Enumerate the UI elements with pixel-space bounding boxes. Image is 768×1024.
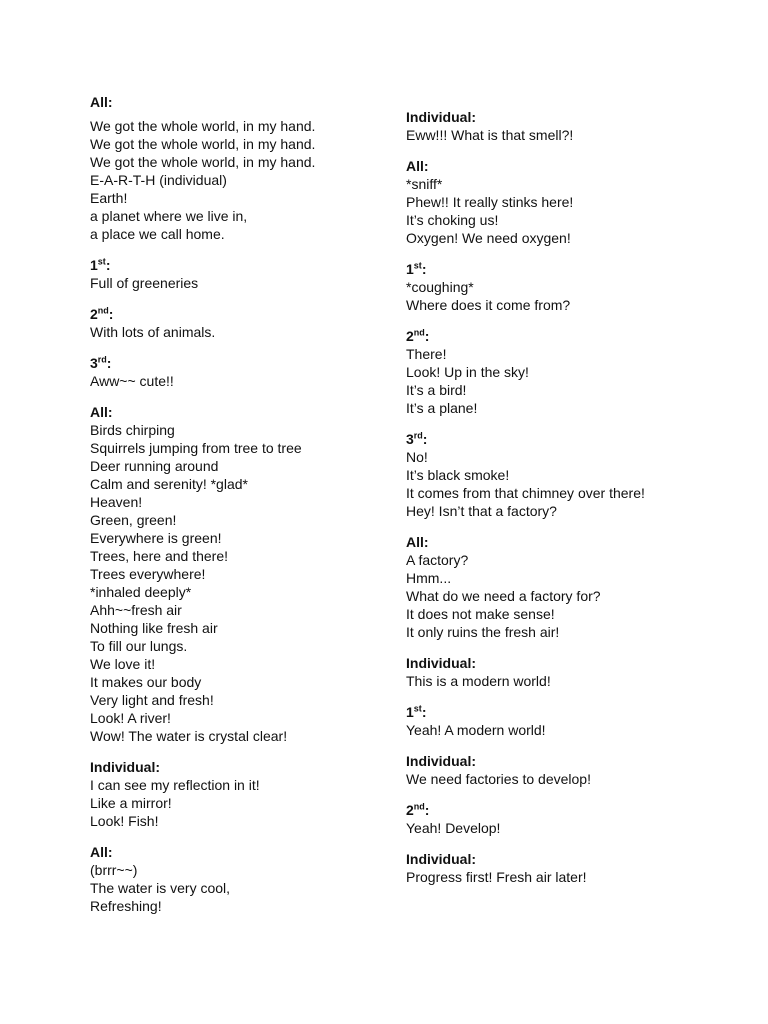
speaker-label (406, 654, 726, 672)
dialogue-block (406, 801, 726, 837)
dialogue-block (406, 850, 726, 886)
speaker-name: All: (406, 158, 429, 174)
dialogue-line: Trees everywhere! (90, 566, 206, 582)
speaker-name: 1 (406, 704, 414, 720)
speaker-label: 2nd: (90, 305, 114, 322)
dialogue-line: It’s choking us! (406, 212, 499, 228)
dialogue-line: E-A-R-T-H (individual) (90, 172, 227, 188)
speaker-name: All: (90, 844, 113, 860)
dialogue-line: It does not make sense! (406, 606, 555, 622)
speaker-name: 1 (90, 257, 98, 273)
speaker-label: 2nd: (406, 801, 430, 818)
speaker-label (406, 850, 726, 868)
speaker-label: 1st: (406, 703, 427, 720)
dialogue-line: Aww~~ cute!! (90, 373, 174, 389)
dialogue-block (406, 327, 726, 417)
dialogue-line: Calm and serenity! *glad* (90, 476, 248, 492)
dialogue-block (406, 654, 726, 690)
dialogue-line: Full of greeneries (90, 275, 199, 291)
ordinal-suffix: st (97, 256, 106, 267)
speaker-label: 3rd: (406, 430, 428, 447)
dialogue-line: There! (406, 346, 447, 362)
dialogue-block (406, 430, 726, 520)
dialogue-block (90, 758, 410, 830)
speaker-name: Individual: (406, 109, 476, 125)
dialogue-line: It only ruins the fresh air! (406, 624, 560, 640)
speaker-label (406, 157, 726, 175)
dialogue-line: It makes our body (90, 674, 202, 690)
speaker-label (90, 843, 410, 861)
dialogue-line: Progress first! Fresh air later! (406, 869, 587, 885)
dialogue-line: Earth! (90, 190, 128, 206)
speaker-label: 1st: (406, 260, 427, 277)
ordinal-suffix: st (413, 703, 422, 714)
speaker-name: Individual: (406, 851, 476, 867)
ordinal-suffix: st (413, 260, 422, 271)
dialogue-line: (brrr~~) (90, 862, 138, 878)
dialogue-line: Trees, here and there! (90, 548, 229, 564)
speaker-label: 3rd: (90, 354, 112, 371)
dialogue-line: It’s a plane! (406, 400, 478, 416)
dialogue-line: What do we need a factory for? (406, 588, 601, 604)
dialogue-block (406, 260, 726, 314)
dialogue-block (90, 403, 410, 745)
dialogue-line: Oxygen! We need oxygen! (406, 230, 571, 246)
dialogue-line: It comes from that chimney over there! (406, 485, 645, 501)
dialogue-line: Hmm... (406, 570, 452, 586)
dialogue-block (406, 157, 726, 247)
dialogue-line: Everywhere is green! (90, 530, 222, 546)
speaker-label (90, 403, 410, 421)
dialogue-line: We got the whole world, in my hand. (90, 154, 316, 170)
ordinal-suffix: nd (413, 327, 425, 338)
dialogue-line: We need factories to develop! (406, 771, 591, 787)
dialogue-line: Look! Fish! (90, 813, 159, 829)
speaker-label: 2nd: (406, 327, 430, 344)
dialogue-block (90, 354, 410, 390)
dialogue-line: We love it! (90, 656, 156, 672)
dialogue-block (90, 305, 410, 341)
dialogue-block (406, 108, 726, 144)
dialogue-line: With lots of animals. (90, 324, 216, 340)
dialogue-line: Ahh~~fresh air (90, 602, 182, 618)
script-column-right (406, 108, 726, 899)
dialogue-line: I can see my reflection in it! (90, 777, 260, 793)
dialogue-line: a place we call home. (90, 226, 225, 242)
speaker-label (90, 93, 410, 111)
speaker-name: Individual: (406, 655, 476, 671)
dialogue-block (90, 256, 410, 292)
dialogue-line: A factory? (406, 552, 469, 568)
speaker-name: 1 (406, 261, 414, 277)
dialogue-line: We got the whole world, in my hand. (90, 136, 316, 152)
dialogue-line: *sniff* (406, 176, 443, 192)
dialogue-line: To fill our lungs. (90, 638, 188, 654)
speaker-label (406, 533, 726, 551)
speaker-name: 2 (406, 328, 414, 344)
speaker-name: 3 (90, 355, 98, 371)
speaker-label (406, 108, 726, 126)
speaker-label (406, 752, 726, 770)
dialogue-line: a planet where we live in, (90, 208, 248, 224)
ordinal-suffix: rd (413, 430, 423, 441)
dialogue-line: Deer running around (90, 458, 219, 474)
dialogue-line: We got the whole world, in my hand. (90, 118, 316, 134)
speaker-label: 1st: (90, 256, 111, 273)
dialogue-line: Look! A river! (90, 710, 171, 726)
dialogue-line: Eww!!! What is that smell?! (406, 127, 574, 143)
speaker-name: All: (90, 404, 113, 420)
speaker-name: Individual: (90, 759, 160, 775)
speaker-name: Individual: (406, 753, 476, 769)
speaker-name: 3 (406, 431, 414, 447)
ordinal-suffix: rd (97, 354, 107, 365)
dialogue-block (406, 752, 726, 788)
dialogue-line: The water is very cool, (90, 880, 231, 896)
dialogue-line: Birds chirping (90, 422, 175, 438)
dialogue-line: This is a modern world! (406, 673, 551, 689)
dialogue-line: Look! Up in the sky! (406, 364, 529, 380)
script-column-left (90, 93, 410, 928)
dialogue-line: *inhaled deeply* (90, 584, 192, 600)
dialogue-line: Squirrels jumping from tree to tree (90, 440, 302, 456)
speaker-name: 2 (90, 306, 98, 322)
dialogue-line: Hey! Isn’t that a factory? (406, 503, 557, 519)
dialogue-line: Nothing like fresh air (90, 620, 218, 636)
dialogue-block (406, 703, 726, 739)
dialogue-line: Phew!! It really stinks here! (406, 194, 574, 210)
dialogue-line: Refreshing! (90, 898, 162, 914)
dialogue-line: *coughing* (406, 279, 474, 295)
dialogue-line: No! (406, 449, 428, 465)
dialogue-block (90, 93, 410, 243)
dialogue-line: Where does it come from? (406, 297, 571, 313)
speaker-name: All: (90, 94, 113, 110)
dialogue-line: Green, green! (90, 512, 177, 528)
speaker-label (90, 758, 410, 776)
ordinal-suffix: nd (97, 305, 109, 316)
dialogue-line: It’s a bird! (406, 382, 467, 398)
dialogue-line: Heaven! (90, 494, 143, 510)
dialogue-line: Yeah! Develop! (406, 820, 501, 836)
dialogue-line: Yeah! A modern world! (406, 722, 546, 738)
dialogue-line: Like a mirror! (90, 795, 172, 811)
dialogue-block (406, 533, 726, 641)
ordinal-suffix: nd (413, 801, 425, 812)
dialogue-line: Very light and fresh! (90, 692, 214, 708)
speaker-name: All: (406, 534, 429, 550)
speaker-name: 2 (406, 802, 414, 818)
dialogue-block (90, 843, 410, 915)
dialogue-line: It’s black smoke! (406, 467, 510, 483)
dialogue-line: Wow! The water is crystal clear! (90, 728, 288, 744)
